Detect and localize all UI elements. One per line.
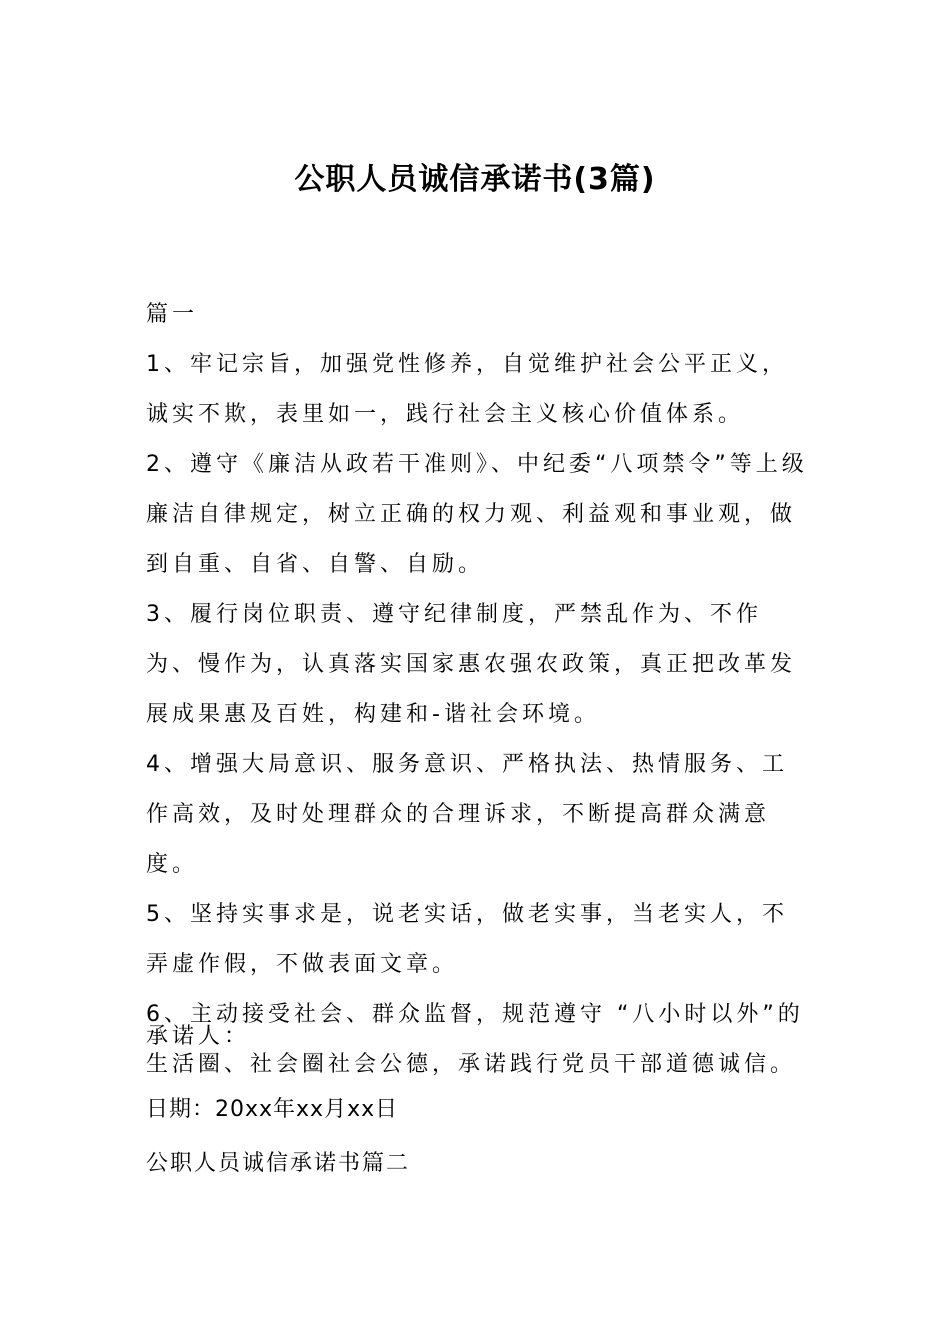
commitment-list: [146, 340, 810, 1090]
commitment-item-1: 1、牢记宗旨，加强党性修养，自觉维护社会公平正义，诚实不欺，表里如一，践行社会主义核心价值体系。: [146, 352, 788, 427]
document-title: 公职人员诚信承诺书(3篇): [294, 162, 656, 197]
commitment-item-4: 4、增强大局意识、服务意识、严格执法、热情服务、工作高效，及时处理群众的合理诉求，不断提高群众满意度。: [146, 752, 788, 877]
date-line: 日期：20xx年xx月xx日: [146, 1097, 399, 1122]
commitment-item-5: 5、坚持实事求是，说老实话，做老实事，当老实人，不弄虚作假，不做表面文章。: [146, 902, 788, 977]
commitment-item-2: 2、遵守《廉洁从政若干准则》、中纪委“八项禁令”等上级廉洁自律规定，树立正确的权力观、利益观和事业观，做到自重、自省、自警、自励。: [146, 452, 808, 577]
commitment-item-3: 3、履行岗位职责、遵守纪律制度，严禁乱作为、不作为、慢作为，认真落实国家惠农强农政策，真正把改革发展成果惠及百姓，构建和-谐社会环境。: [146, 602, 797, 727]
commitment-item-6: 6、主动接受社会、群众监督，规范遵守 “八小时以外”的生活圈、社会圈社会公德，承诺践行党员干部道德诚信。: [146, 1002, 804, 1077]
section-one-heading: 篇一: [146, 302, 199, 327]
signer-label: 承诺人：: [146, 1024, 251, 1049]
next-section-heading: 公职人员诚信承诺书篇二: [146, 1151, 411, 1176]
